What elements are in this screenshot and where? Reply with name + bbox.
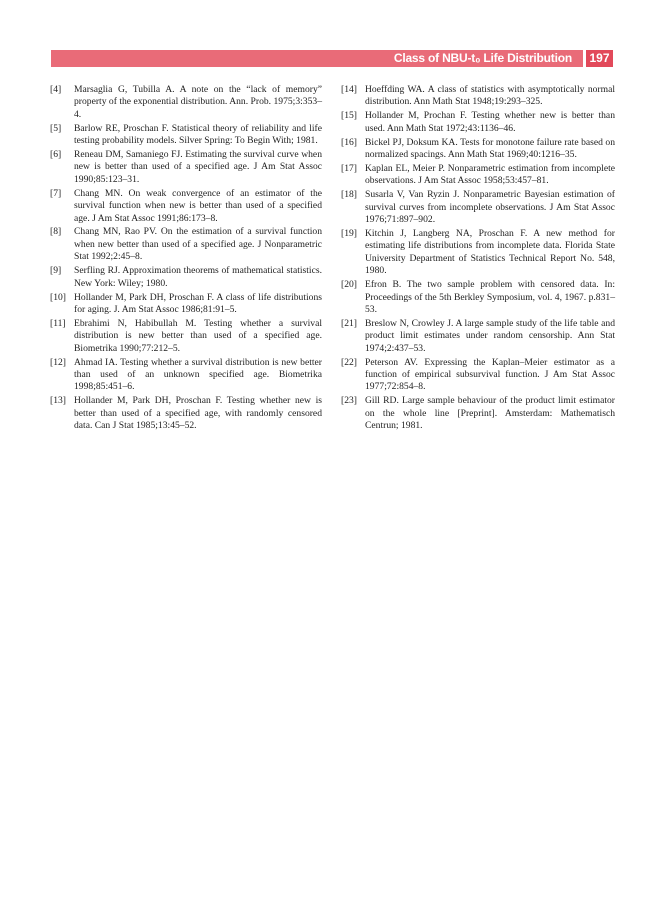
- reference-text: Ahmad IA. Testing whether a survival distribution is new better than used of an unknown specified age. Biometrika 1998;85:451–6.: [74, 356, 322, 393]
- reference-item: [50, 123, 322, 148]
- reference-number: [10]: [50, 291, 66, 303]
- reference-text: Ebrahimi N, Habibullah M. Testing whether a survival distribution is new better than used of a specified age. Biometrika 1990;77:212–5.: [74, 317, 322, 354]
- reference-text: Marsaglia G, Tubilla A. A note on the “lack of memory” property of the exponential distribution. Ann. Prob. 1975;3:353–4.: [74, 84, 322, 120]
- reference-number: [11]: [50, 317, 66, 329]
- reference-item: [50, 84, 322, 121]
- reference-number: [15]: [341, 110, 357, 122]
- reference-text: Peterson AV. Expressing the Kaplan–Meier estimator as a function of empirical subsurvival function. J Am Stat Assoc 1977;72:854–8.: [365, 356, 615, 393]
- reference-number: [20]: [341, 279, 357, 291]
- reference-number: [14]: [341, 84, 357, 95]
- reference-item: [341, 318, 615, 355]
- reference-text: Hollander M, Prochan F. Testing whether new is better than used. Ann Math Stat 1972;43:1136–46.: [365, 110, 615, 134]
- reference-item: [50, 318, 322, 355]
- reference-number: [22]: [341, 356, 357, 368]
- reference-number: [6]: [50, 149, 62, 161]
- reference-text: Serfling RJ. Approximation theorems of mathematical statistics. New York: Wiley; 1980.: [74, 265, 322, 289]
- reference-text: Hollander M, Park DH, Proschan F. A class of life distributions for aging. J. Am Stat Assoc 1986;81:91–5.: [74, 291, 322, 315]
- reference-text: Susarla V, Van Ryzin J. Nonparametric Bayesian estimation of survival curves from incomplete observations. J Am Stat Assoc 1976;71:897–902.: [365, 189, 615, 226]
- reference-text: Bickel PJ, Doksum KA. Tests for monotone failure rate based on normalized spacings. Ann Math Stat 1969;40:1216–35.: [365, 136, 615, 161]
- reference-item: [341, 189, 615, 226]
- reference-number: [9]: [50, 265, 62, 277]
- reference-item: [341, 279, 615, 316]
- reference-item: [341, 137, 615, 162]
- reference-item: [341, 163, 615, 188]
- reference-item: [50, 226, 322, 263]
- reference-number: [12]: [50, 356, 66, 368]
- running-header-title: Class of NBU-t₀ Life Distribution: [393, 51, 572, 65]
- reference-text: Kaplan EL, Meier P. Nonparametric estimation from incomplete observations. J Am Stat Assoc 1958;53:457–81.: [365, 162, 615, 187]
- reference-item: [50, 292, 322, 317]
- page-number: 197: [586, 50, 613, 67]
- reference-number: [8]: [50, 226, 62, 238]
- reference-text: Hollander M, Park DH, Proschan F. Testing whether new is better than used of a specified age, with randomly censored data. Can J Stat 1985;13:45–52.: [74, 395, 322, 432]
- reference-number: [18]: [341, 189, 357, 201]
- reference-item: [341, 228, 615, 278]
- reference-number: [7]: [50, 187, 62, 199]
- reference-text: Kitchin J, Langberg NA, Proschan F. A new method for estimating life distributions from incomplete data. Florida State University Department of Statistics Technical Report No. 548, 1980.: [365, 227, 615, 277]
- references-column-right: [341, 84, 615, 434]
- reference-item: [341, 357, 615, 394]
- reference-number: [13]: [50, 395, 66, 407]
- reference-number: [5]: [50, 122, 62, 134]
- reference-text: Reneau DM, Samaniego FJ. Estimating the survival curve when new is better than used of a specified age. J Am Stat Assoc 1990;85:123–31.: [74, 149, 322, 185]
- reference-text: Efron B. The two sample problem with censored data. In: Proceedings of the 5th Berkley Symposium, vol. 4, 1967. p.831–53.: [365, 279, 615, 315]
- reference-number: [17]: [341, 162, 357, 174]
- reference-text: Breslow N, Crowley J. A large sample study of the life table and product limit estimates under random censorship. Ann Stat 1974;2:437–53.: [365, 317, 615, 354]
- reference-item: [50, 188, 322, 225]
- reference-number: [23]: [341, 395, 357, 407]
- reference-item: [341, 395, 615, 432]
- reference-text: Chang MN, Rao PV. On the estimation of a survival function when new better than used of a specified age. J Nonparametric Stat 1992;2:45–8.: [74, 226, 322, 263]
- reference-text: Hoeffding WA. A class of statistics with asymptotically normal distribution. Ann Math Stat 1948;19:293–325.: [365, 84, 615, 108]
- reference-text: Gill RD. Large sample behaviour of the product limit estimator on the whole line [Preprint]. Amsterdam: Mathematisch Centrun; 1981.: [365, 395, 615, 432]
- reference-item: [50, 395, 322, 432]
- reference-text: Barlow RE, Proschan F. Statistical theory of reliability and life testing probability models. Silver Spring: To Begin With; 1981.: [74, 122, 322, 147]
- reference-item: [50, 357, 322, 394]
- references-column-left: [50, 84, 322, 434]
- reference-text: Chang MN. On weak convergence of an estimator of the survival function when new is better than used of a specified age. J Am Stat Assoc 1991;86:173–8.: [74, 187, 322, 224]
- reference-number: [4]: [50, 84, 62, 95]
- reference-number: [16]: [341, 136, 357, 148]
- reference-number: [21]: [341, 317, 357, 329]
- reference-item: [341, 110, 615, 135]
- reference-item: [50, 265, 322, 290]
- reference-number: [19]: [341, 227, 357, 239]
- reference-item: [50, 149, 322, 186]
- reference-item: [341, 84, 615, 109]
